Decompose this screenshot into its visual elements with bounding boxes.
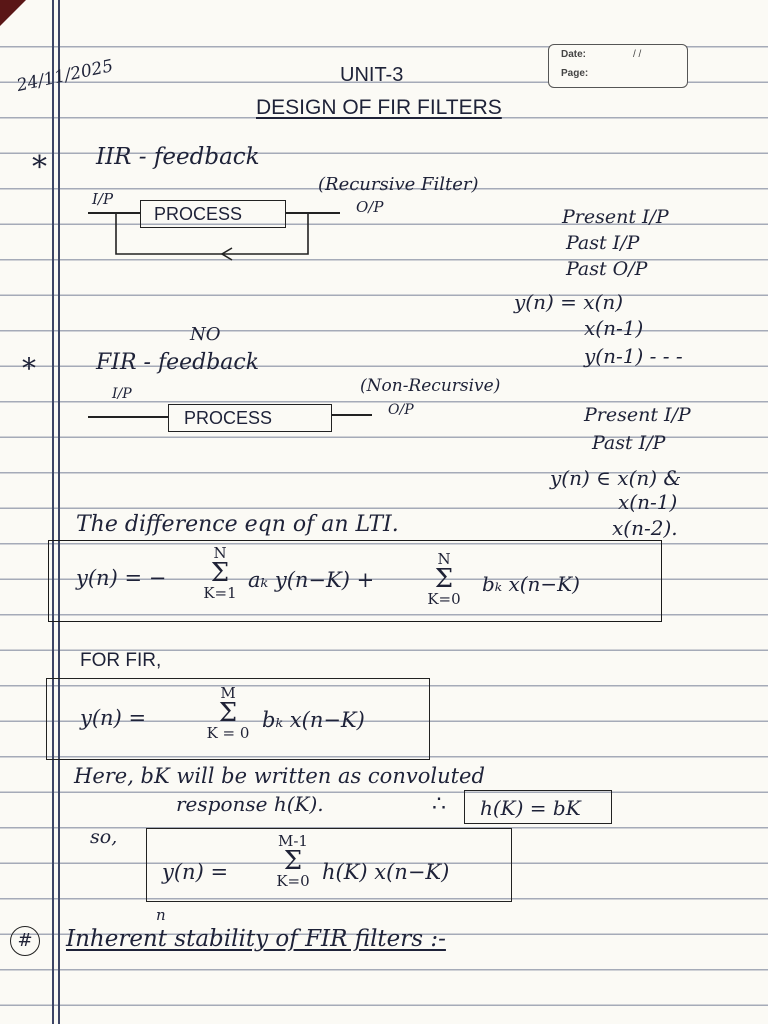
so-sum [262,832,324,890]
iir-input-label: I/P [92,190,114,208]
sigma-icon: Σ [283,846,303,876]
so-lhs: y(n) = [162,860,229,884]
for-fir-term: bₖ x(n−K) [262,708,365,732]
iir-note-past-op: Past O/P [566,258,648,280]
here-line-1: Here, bK will be written as convoluted [74,764,485,788]
caret-note: n [156,906,166,924]
fir-note-present-ip: Present I/P [584,404,691,426]
difference-term-1: aₖ y(n−K) + [248,568,375,592]
fir-eq-line-1: y(n) ∈ x(n) & [550,466,682,490]
fir-input-label: I/P [112,386,132,402]
difference-intro: The difference eqn of an LTI. [76,512,399,537]
sigma-icon: Σ [434,564,454,594]
sum1-lower: K=1 [203,584,237,602]
date-label: Date: [561,49,587,60]
date-page-box [548,44,688,88]
sum2-upper: N [437,550,451,568]
unit-title: UNIT-3 [340,64,404,86]
iir-type: (Recursive Filter) [318,174,479,195]
so-sum-lower: K=0 [276,872,310,890]
section-heading: Inherent stability of FIR filters :- [66,926,446,952]
for-fir-sum-lower: K = 0 [206,724,250,742]
fir-input-line [88,416,168,418]
therefore-icon: ∴ [432,792,446,817]
handwritten-date: 24/11/2025 [14,56,115,96]
page-label: Page: [561,68,589,79]
difference-sum-2 [420,550,468,608]
hash-symbol: # [17,930,33,951]
sigma-icon: Σ [210,558,230,588]
difference-term-2: bₖ x(n−K) [482,572,580,596]
iir-eq-line-1: y(n) = x(n) [514,290,624,314]
fir-bullet: * [22,352,36,385]
sigma-icon: Σ [218,698,238,728]
iir-eq-line-3: y(n-1) - - - [584,344,683,368]
iir-feedback-loop [112,212,312,260]
h-equals-b-text: h(K) = bK [480,796,581,820]
so-label: so, [90,826,118,848]
date-slashes: / / [633,49,642,60]
difference-lhs: y(n) = − [76,566,167,590]
sum1-upper: N [213,544,227,562]
fir-eq-line-3: x(n-2). [612,516,678,540]
iir-heading: IIR - feedback [96,144,260,170]
for-fir-sum [198,684,258,742]
page-title: DESIGN OF FIR FILTERS [256,96,502,119]
for-fir-lhs: y(n) = [80,706,147,730]
sum2-lower: K=0 [427,590,461,608]
for-fir-label: FOR FIR, [80,650,162,671]
so-sum-upper: M-1 [278,832,308,850]
fir-type: (Non-Recursive) [360,376,501,396]
fir-output-label: O/P [388,402,414,418]
fir-process-label: PROCESS [184,408,273,428]
iir-note-present-ip: Present I/P [562,206,669,228]
iir-output-label: O/P [356,198,384,216]
fir-no-label: NO [190,324,221,345]
margin-line-1 [52,0,54,1024]
iir-process-label: PROCESS [154,204,243,224]
iir-note-past-ip: Past I/P [566,232,640,254]
margin-line-2 [58,0,60,1024]
fir-output-line [332,414,372,416]
here-line-2: response h(K). [176,792,324,816]
hash-circle-icon [10,926,40,956]
fir-heading: FIR - feedback [96,350,260,375]
fir-eq-line-2: x(n-1) [618,490,678,514]
fir-note-past-ip: Past I/P [592,432,666,454]
difference-sum-1 [196,544,244,602]
for-fir-sum-upper: M [220,684,236,702]
so-term: h(K) x(n−K) [322,860,450,884]
iir-bullet: * [32,150,47,185]
iir-eq-line-2: x(n-1) [584,316,644,340]
page-corner [0,0,26,26]
